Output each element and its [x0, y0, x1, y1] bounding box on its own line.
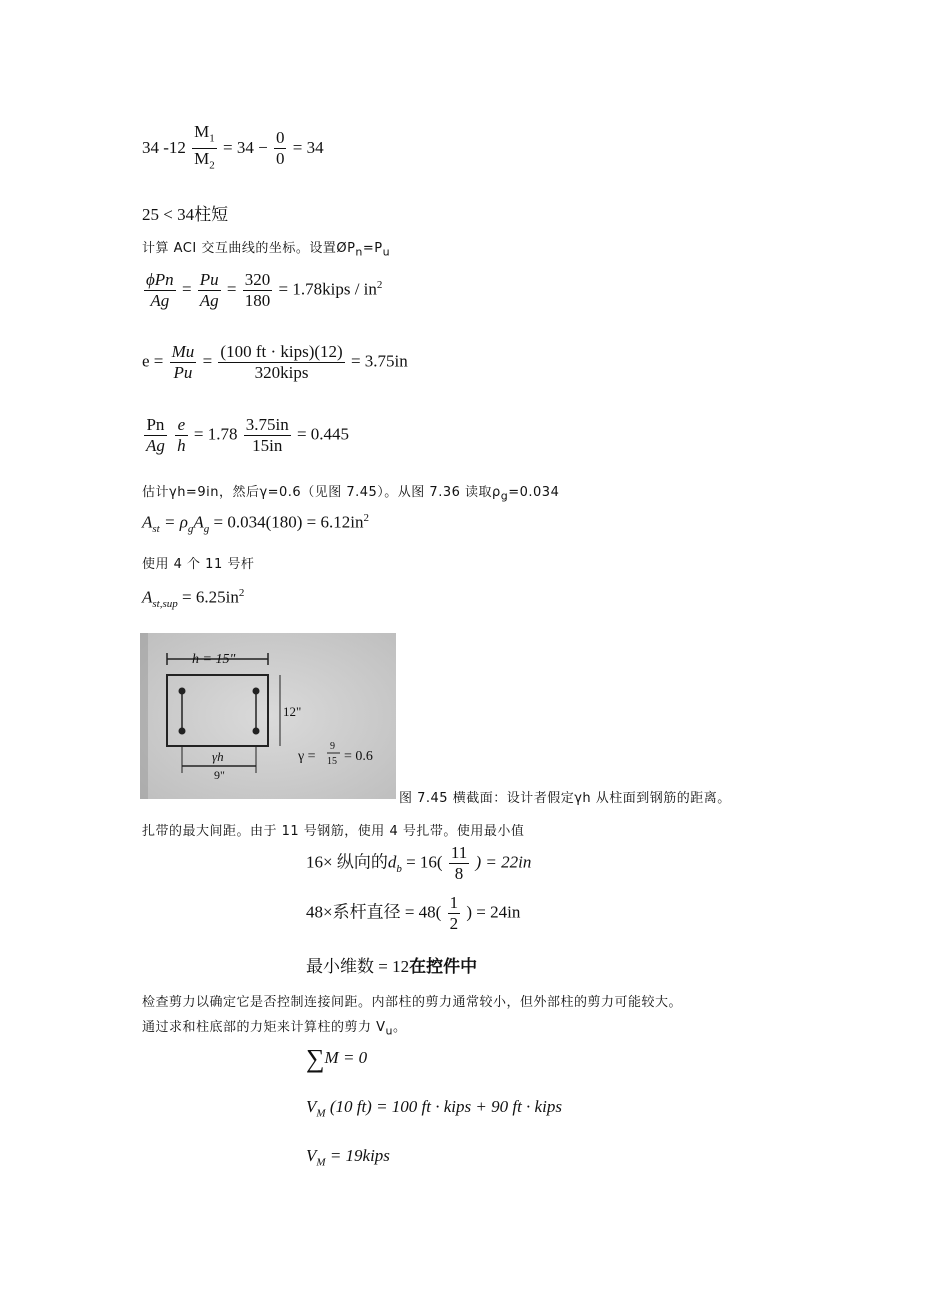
- fraction: [144, 415, 167, 456]
- eq-term: 25 < 34柱短: [142, 205, 229, 224]
- paragraph-tie-spacing: [142, 820, 524, 839]
- fraction: [244, 415, 291, 456]
- eq-term: A: [193, 512, 204, 532]
- eq-term: 15in: [252, 436, 283, 455]
- eq-term: e =: [142, 351, 164, 371]
- eq-term: 系杆: [332, 902, 367, 923]
- fraction: [192, 122, 217, 176]
- fraction: [170, 342, 197, 383]
- eq-term: Pu: [199, 270, 219, 289]
- gamma-h-label: γh: [212, 749, 224, 764]
- fraction: [198, 270, 221, 311]
- paragraph-shear-2: [142, 1016, 407, 1038]
- gamma-num: 9: [330, 741, 335, 752]
- eq-term: g: [203, 523, 210, 536]
- eq-term: = 19kips: [325, 1146, 390, 1165]
- eq-term: = 0.445: [296, 424, 350, 444]
- equation-moment-ratio: [142, 415, 349, 456]
- text: 扎带的最大间距。由于 11 号钢筋，使用 4 号扎带。使用最小值: [142, 824, 525, 839]
- fraction: [144, 270, 176, 311]
- equation-shear-result: [306, 1146, 390, 1168]
- eq-term: st: [152, 523, 160, 536]
- text: u: [385, 1024, 394, 1038]
- eq-term: = 6.25in: [177, 587, 239, 607]
- dimension-12-label: 12": [283, 704, 302, 719]
- eq-term: 320kips: [254, 363, 309, 382]
- equation-min-dimension: [306, 952, 477, 977]
- eq-term: 34 -12: [142, 137, 186, 157]
- eq-term: (100 ft · kips)(12): [220, 342, 343, 361]
- text: 计算 ACI 交互曲线的坐标。设置ØP: [142, 241, 356, 256]
- eq-term: 3.75in: [245, 415, 289, 434]
- eq-term: = 16(: [401, 852, 443, 872]
- paragraph-aci: [142, 237, 390, 259]
- eq-term: = 0.034(180) = 6.12in: [209, 512, 364, 532]
- eq-term: M: [194, 149, 210, 169]
- eq-term: 0: [275, 128, 285, 148]
- figure-drawing: [140, 633, 396, 799]
- gamma-eq-left: γ =: [298, 749, 316, 764]
- eq-term: = 1.78kips / in: [278, 279, 377, 299]
- eq-term: 320: [244, 270, 271, 289]
- eq-term: ∑: [306, 1044, 325, 1073]
- short-column-statement: [142, 200, 228, 225]
- eq-term: 16× 纵向的: [306, 852, 388, 872]
- eq-term: 2: [376, 278, 383, 291]
- eq-term: =: [181, 279, 192, 299]
- nine-label: 9": [214, 768, 225, 782]
- eq-term: h: [177, 436, 186, 455]
- text: 图 7.45 横截面：设计者假定γh 从柱面到钢筋的距离。: [399, 791, 731, 806]
- paragraph-use-bars: [142, 553, 254, 572]
- text: 估计γh=9in，然后γ=0.6（见图 7.45）。从图 7.36 读取ρ: [142, 485, 501, 500]
- equation-eccentricity: [142, 342, 408, 383]
- text: 通过求和柱底部的力矩来计算柱的剪力 V: [142, 1020, 386, 1035]
- eq-term: Mu: [171, 342, 195, 361]
- eq-term: Ag: [150, 291, 170, 310]
- eq-term: 在控件中: [409, 957, 478, 977]
- eq-term: (10 ft) = 100 ft · kips + 90 ft · kips: [325, 1097, 562, 1116]
- eq-term: st,sup: [152, 598, 178, 611]
- eq-term: V: [306, 1097, 317, 1116]
- text: g: [500, 489, 509, 503]
- equation-steel-area: [142, 512, 369, 535]
- equation-tie-diameter: [306, 893, 520, 934]
- eq-term: Ag: [146, 436, 165, 455]
- eq-term: Pu: [173, 363, 193, 382]
- paragraph-shear-1: [142, 991, 682, 1010]
- eq-term: ) = 24in: [466, 902, 521, 922]
- eq-term: =: [226, 279, 237, 299]
- eq-term: V: [306, 1146, 317, 1165]
- eq-term: M = 0: [324, 1047, 368, 1067]
- equation-axial-ratio: [142, 270, 382, 311]
- equation-shear-moment: [306, 1097, 562, 1119]
- figure-cross-section: [140, 633, 396, 799]
- eq-term: = 34 −: [223, 137, 268, 157]
- fraction: [449, 843, 469, 884]
- equation-moment-sum: [306, 1044, 367, 1074]
- text: =0.034: [508, 485, 560, 500]
- eq-term: 1: [449, 893, 459, 912]
- eq-term: ) = 22in: [475, 852, 532, 872]
- text: =P: [362, 241, 383, 256]
- eq-term: 2: [238, 587, 245, 599]
- eq-term: 2: [449, 914, 459, 933]
- eq-term: =: [202, 351, 213, 371]
- eq-term: = 3.75in: [350, 351, 408, 371]
- eq-term: M: [194, 122, 210, 141]
- eq-term: 2: [209, 159, 215, 172]
- eq-term: M: [316, 1156, 326, 1169]
- eq-term: 最小维数 = 12: [306, 957, 410, 976]
- fraction: [243, 270, 273, 311]
- eq-term: 180: [244, 291, 271, 310]
- fraction: [274, 128, 287, 169]
- eq-term: ϕPn: [146, 270, 174, 289]
- equation-supplied-area: [142, 587, 244, 610]
- eq-term: d: [387, 852, 397, 872]
- text: 。: [393, 1020, 407, 1035]
- text: 检查剪力以确定它是否控制连接间距。内部柱的剪力通常较小，但外部柱的剪力可能较大。: [142, 995, 683, 1010]
- eq-term: 48×: [306, 902, 333, 922]
- eq-term: = 34: [292, 137, 324, 157]
- eq-term: = 1.78: [193, 424, 238, 444]
- eq-term: A: [142, 587, 153, 607]
- eq-term: b: [396, 862, 402, 875]
- eq-term: Pn: [144, 415, 167, 436]
- figure-caption: [399, 787, 731, 806]
- gamma-eq-right: = 0.6: [344, 749, 373, 764]
- equation-slenderness-limit: [142, 122, 324, 176]
- fraction: [448, 893, 461, 934]
- paragraph-estimate: [142, 481, 559, 503]
- fraction: [218, 342, 344, 383]
- text: u: [382, 245, 391, 259]
- fraction: [175, 415, 188, 456]
- eq-term: 直径 = 48(: [366, 902, 442, 922]
- equation-longitudinal-db: [306, 843, 531, 884]
- eq-term: 1: [209, 132, 215, 145]
- text: 使用 4 个 11 号杆: [142, 557, 255, 572]
- eq-term: 8: [454, 864, 464, 883]
- eq-term: e: [175, 415, 188, 436]
- eq-term: = ρ: [159, 512, 188, 532]
- eq-term: Ag: [199, 291, 219, 310]
- text: n: [355, 245, 363, 259]
- eq-term: 0: [275, 149, 285, 169]
- dimension-h-label: h = 15": [192, 652, 236, 667]
- eq-term: 11: [450, 843, 468, 862]
- eq-term: g: [187, 523, 194, 536]
- gamma-den: 15: [327, 756, 337, 767]
- eq-term: A: [142, 512, 153, 532]
- eq-term: M: [316, 1107, 326, 1120]
- eq-term: 2: [363, 512, 369, 524]
